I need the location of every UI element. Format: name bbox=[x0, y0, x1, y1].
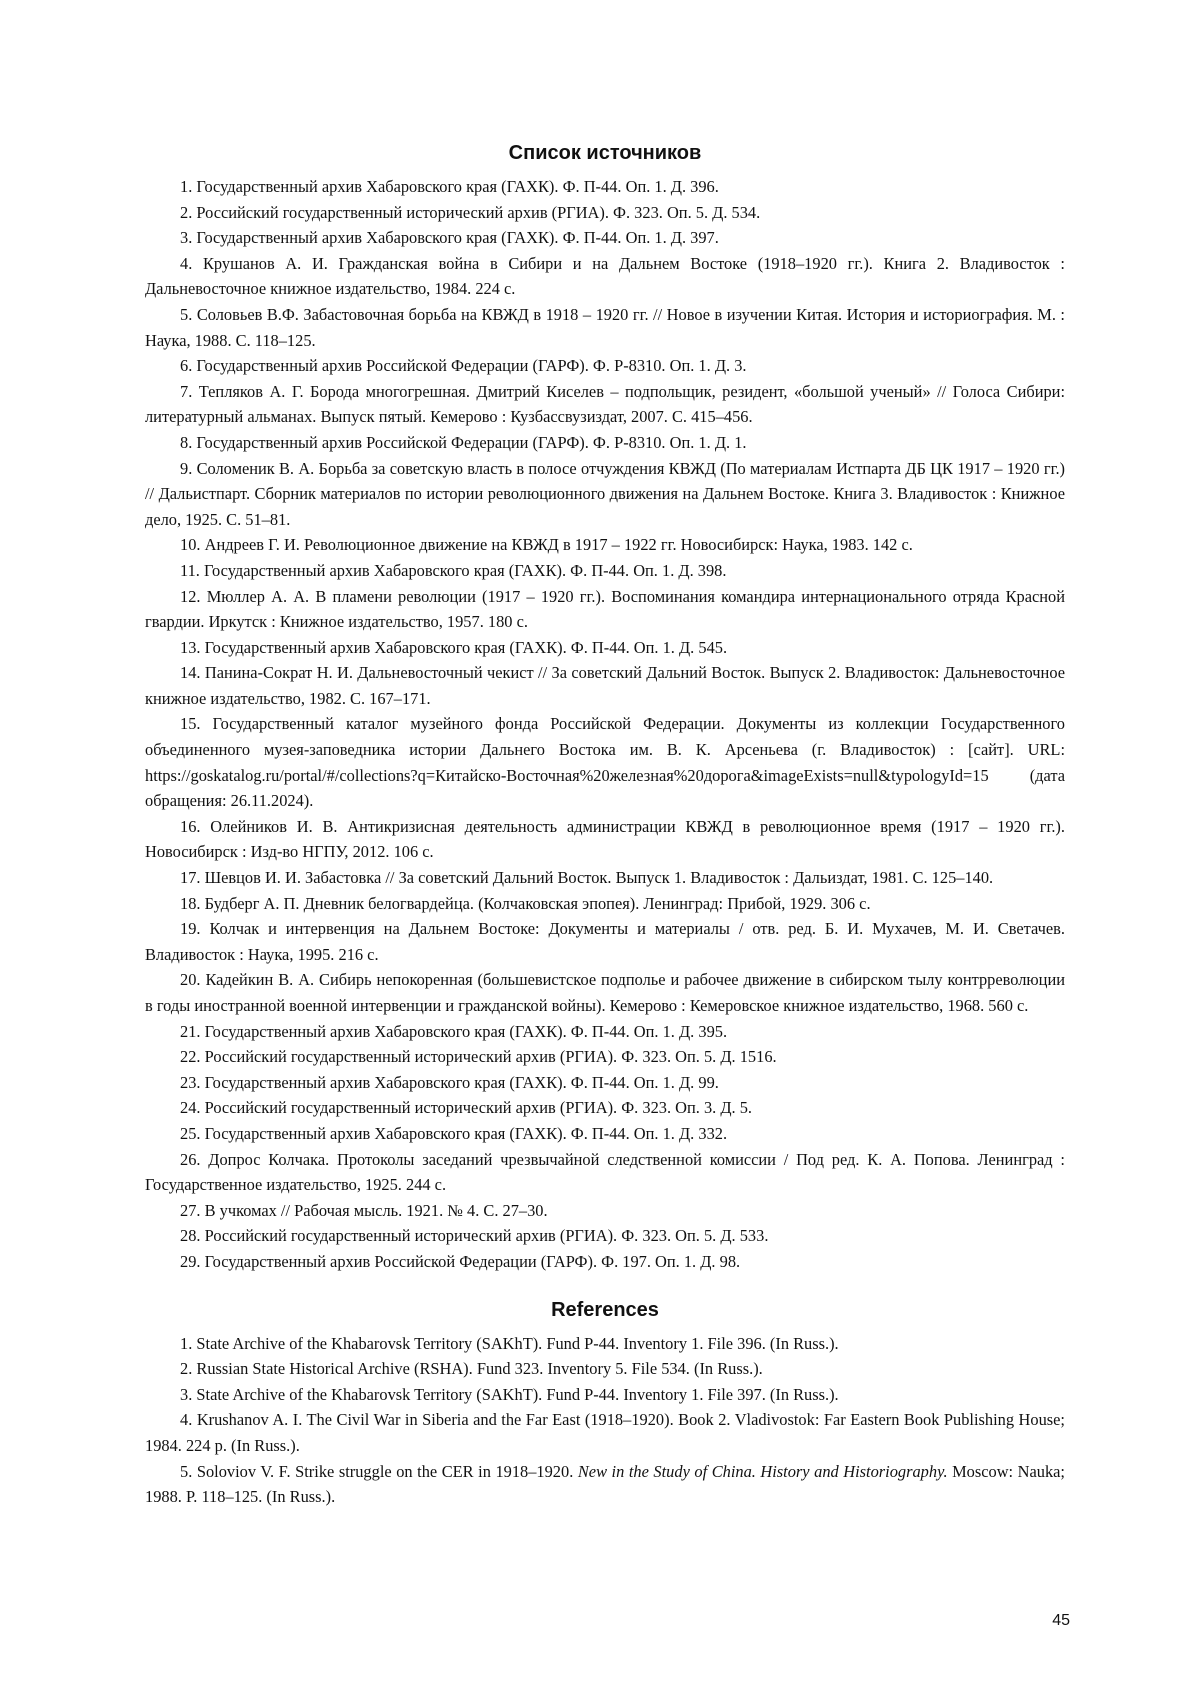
reference-item-text: Russian State Historical Archive (RSHA). Fund 323. Inventory 5. File 534. (In Russ.). bbox=[196, 1359, 762, 1378]
source-item bbox=[145, 1070, 1065, 1096]
source-item-text: Панина-Сократ Н. И. Дальневосточный чекист // За советский Дальний Восток. Выпуск 2. Владивосток: Дальневосточное книжное издательство, 1982. С. 167–171. bbox=[145, 663, 1065, 708]
reference-item-number: 2. bbox=[180, 1359, 192, 1378]
source-item-text: Крушанов А. И. Гражданская война в Сибири и на Дальнем Востоке (1918–1920 гг.). Книга 2. Владивосток : Дальневосточное книжное издательство, 1984. 224 с. bbox=[145, 254, 1065, 299]
source-item-number: 5. bbox=[180, 305, 192, 324]
source-item bbox=[145, 1198, 1065, 1224]
source-item-number: 13. bbox=[180, 638, 201, 657]
source-item-text: Тепляков А. Г. Борода многогрешная. Дмитрий Киселев – подпольщик, резидент, «большой ученый» // Голоса Сибири: литературный альманах. Выпуск пятый. Кемерово : Кузбассвузиздат, 2007. С. 415–456. bbox=[145, 382, 1065, 427]
source-item bbox=[145, 200, 1065, 226]
source-item-number: 12. bbox=[180, 587, 201, 606]
source-item bbox=[145, 558, 1065, 584]
source-item-text: Государственный архив Хабаровского края (ГАХК). Ф. П-44. Оп. 1. Д. 332. bbox=[205, 1124, 727, 1143]
source-item-text: Российский государственный исторический архив (РГИА). Ф. 323. Оп. 5. Д. 533. bbox=[205, 1226, 769, 1245]
source-item bbox=[145, 379, 1065, 430]
source-item-number: 15. bbox=[180, 714, 201, 733]
document-page bbox=[145, 140, 1065, 1510]
source-item-text: Государственный архив Хабаровского края (ГАХК). Ф. П-44. Оп. 1. Д. 545. bbox=[205, 638, 727, 657]
source-item-text: Колчак и интервенция на Дальнем Востоке: Документы и материалы / отв. ред. Б. И. Мухачев, М. И. Светачев. Владивосток : Наука, 1995. 216 с. bbox=[145, 919, 1065, 964]
reference-item bbox=[145, 1407, 1065, 1458]
reference-item-number: 3. bbox=[180, 1385, 192, 1404]
source-item-text: В учкомах // Рабочая мысль. 1921. № 4. С. 27–30. bbox=[205, 1201, 548, 1220]
reference-item bbox=[145, 1459, 1065, 1510]
source-item bbox=[145, 1095, 1065, 1121]
source-item-number: 8. bbox=[180, 433, 192, 452]
source-item-text: Государственный архив Российской Федерации (ГАРФ). Ф. Р-8310. Оп. 1. Д. 1. bbox=[196, 433, 746, 452]
source-item-number: 10. bbox=[180, 535, 201, 554]
source-item-text: Соловьев В.Ф. Забастовочная борьба на КВЖД в 1918 – 1920 гг. // Новое в изучении Китая. История и историография. М. : Наука, 1988. С. 118–125. bbox=[145, 305, 1065, 350]
source-item bbox=[145, 1249, 1065, 1275]
source-item-number: 2. bbox=[180, 203, 192, 222]
reference-item-text: Krushanov A. I. The Civil War in Siberia and the Far East (1918–1920). Book 2. Vladivostok: Far Eastern Book Publishing House; 1984. 224 p. (In Russ.). bbox=[145, 1410, 1065, 1455]
source-item bbox=[145, 251, 1065, 302]
source-item-text: Кадейкин В. А. Сибирь непокоренная (большевистское подполье и рабочее движение в сибирском тылу контрреволюции в годы иностранной военной интервенции и гражданской войны). Кемерово : Кемеровское книжное издательство, 1968. 560 с. bbox=[145, 970, 1065, 1015]
reference-item-number: 5. bbox=[180, 1462, 192, 1481]
source-item bbox=[145, 302, 1065, 353]
reference-item bbox=[145, 1331, 1065, 1357]
source-item-number: 21. bbox=[180, 1022, 201, 1041]
source-item bbox=[145, 456, 1065, 533]
references-list bbox=[145, 1331, 1065, 1510]
source-item-text: Мюллер А. А. В пламени революции (1917 – 1920 гг.). Воспоминания командира интернационального отряда Красной гвардии. Иркутск : Книжное издательство, 1957. 180 с. bbox=[145, 587, 1065, 632]
source-item bbox=[145, 711, 1065, 813]
source-item-number: 6. bbox=[180, 356, 192, 375]
source-item-number: 29. bbox=[180, 1252, 201, 1271]
source-item-number: 16. bbox=[180, 817, 201, 836]
source-item-number: 24. bbox=[180, 1098, 201, 1117]
source-item-number: 20. bbox=[180, 970, 201, 989]
source-item-text: Допрос Колчака. Протоколы заседаний чрезвычайной следственной комиссии / Под ред. К. А. Попова. Ленинград : Государственное издательство, 1925. 244 с. bbox=[145, 1150, 1065, 1195]
source-item bbox=[145, 174, 1065, 200]
source-item-number: 19. bbox=[180, 919, 201, 938]
source-item bbox=[145, 891, 1065, 917]
source-item bbox=[145, 916, 1065, 967]
source-item bbox=[145, 225, 1065, 251]
reference-item-text-tail: Moscow: Nauka; 1988. P. 118–125. (In Russ.). bbox=[145, 1462, 1065, 1507]
source-item-text: Андреев Г. И. Революционное движение на КВЖД в 1917 – 1922 гг. Новосибирск: Наука, 1983. 142 с. bbox=[205, 535, 913, 554]
source-item-text: Государственный каталог музейного фонда Российской Федерации. Документы из коллекции Государственного объединенного музея-заповедника истории Дальнего Востока им. В. К. Арсеньева (г. Владивосток) : [сайт]. URL: https://goskatalog.ru/portal/#/collections?q=Китайско-Восточная%20железная%20дорога&imageExists=null&typologyId=15 (дата обращения: 26.11.2024). bbox=[145, 714, 1065, 810]
source-item-number: 18. bbox=[180, 894, 201, 913]
source-item bbox=[145, 635, 1065, 661]
reference-item-text: State Archive of the Khabarovsk Territory (SAKhT). Fund P-44. Inventory 1. File 397. (In Russ.). bbox=[196, 1385, 838, 1404]
source-item-text: Олейников И. В. Антикризисная деятельность администрации КВЖД в революционное время (1917 – 1920 гг.). Новосибирск : Изд-во НГПУ, 2012. 106 с. bbox=[145, 817, 1065, 862]
reference-item bbox=[145, 1356, 1065, 1382]
source-item-number: 11. bbox=[180, 561, 200, 580]
source-item-number: 27. bbox=[180, 1201, 201, 1220]
source-item bbox=[145, 1044, 1065, 1070]
source-item-text: Государственный архив Хабаровского края (ГАХК). Ф. П-44. Оп. 1. Д. 396. bbox=[196, 177, 718, 196]
source-item-number: 23. bbox=[180, 1073, 201, 1092]
source-item-number: 7. bbox=[180, 382, 192, 401]
source-item-text: Государственный архив Российской Федерации (ГАРФ). Ф. 197. Оп. 1. Д. 98. bbox=[205, 1252, 741, 1271]
sources-title: Список источников bbox=[145, 140, 1065, 166]
source-item bbox=[145, 1147, 1065, 1198]
source-item-number: 3. bbox=[180, 228, 192, 247]
source-item bbox=[145, 660, 1065, 711]
source-item-number: 17. bbox=[180, 868, 201, 887]
source-item-number: 9. bbox=[180, 459, 192, 478]
source-item bbox=[145, 967, 1065, 1018]
source-item bbox=[145, 865, 1065, 891]
source-item-number: 14. bbox=[180, 663, 201, 682]
source-item bbox=[145, 1019, 1065, 1045]
source-item-number: 28. bbox=[180, 1226, 201, 1245]
sources-list bbox=[145, 174, 1065, 1275]
source-item-text: Будберг А. П. Дневник белогвардейца. (Колчаковская эпопея). Ленинград: Прибой, 1929. 306 с. bbox=[205, 894, 871, 913]
source-item bbox=[145, 532, 1065, 558]
source-item bbox=[145, 1121, 1065, 1147]
reference-item bbox=[145, 1382, 1065, 1408]
reference-item-text: Soloviov V. F. Strike struggle on the CER in 1918–1920. bbox=[197, 1462, 578, 1481]
reference-item-text: State Archive of the Khabarovsk Territory (SAKhT). Fund P-44. Inventory 1. File 396. (In Russ.). bbox=[196, 1334, 838, 1353]
page-number: 45 bbox=[1010, 1612, 1070, 1630]
reference-item-number: 1. bbox=[180, 1334, 192, 1353]
source-item-number: 1. bbox=[180, 177, 192, 196]
source-item-number: 25. bbox=[180, 1124, 201, 1143]
source-item-text: Российский государственный исторический архив (РГИА). Ф. 323. Оп. 5. Д. 1516. bbox=[205, 1047, 777, 1066]
source-item bbox=[145, 584, 1065, 635]
source-item-text: Государственный архив Российской Федерации (ГАРФ). Ф. Р-8310. Оп. 1. Д. 3. bbox=[196, 356, 746, 375]
source-item-text: Российский государственный исторический архив (РГИА). Ф. 323. Оп. 3. Д. 5. bbox=[205, 1098, 752, 1117]
references-title: References bbox=[145, 1297, 1065, 1323]
source-item-number: 4. bbox=[180, 254, 192, 273]
source-item-text: Государственный архив Хабаровского края (ГАХК). Ф. П-44. Оп. 1. Д. 99. bbox=[205, 1073, 719, 1092]
source-item-text: Шевцов И. И. Забастовка // За советский Дальний Восток. Выпуск 1. Владивосток : Дальиздат, 1981. С. 125–140. bbox=[205, 868, 994, 887]
reference-item-journal: New in the Study of China. History and Historiography. bbox=[578, 1462, 948, 1481]
source-item bbox=[145, 814, 1065, 865]
source-item-text: Российский государственный исторический архив (РГИА). Ф. 323. Оп. 5. Д. 534. bbox=[196, 203, 760, 222]
source-item-number: 26. bbox=[180, 1150, 201, 1169]
source-item-text: Государственный архив Хабаровского края (ГАХК). Ф. П-44. Оп. 1. Д. 397. bbox=[196, 228, 718, 247]
source-item bbox=[145, 430, 1065, 456]
source-item-text: Соломеник В. А. Борьба за советскую власть в полосе отчуждения КВЖД (По материалам Истпарта ДБ ЦК 1917 – 1920 гг.) // Дальистпарт. Сборник материалов по истории революционного движения на Дальнем Востоке. Книга 3. Владивосток : Книжное дело, 1925. С. 51–81. bbox=[145, 459, 1065, 529]
reference-item-number: 4. bbox=[180, 1410, 192, 1429]
source-item-number: 22. bbox=[180, 1047, 201, 1066]
source-item-text: Государственный архив Хабаровского края (ГАХК). Ф. П-44. Оп. 1. Д. 398. bbox=[204, 561, 726, 580]
source-item-text: Государственный архив Хабаровского края (ГАХК). Ф. П-44. Оп. 1. Д. 395. bbox=[205, 1022, 727, 1041]
source-item bbox=[145, 353, 1065, 379]
source-item bbox=[145, 1223, 1065, 1249]
